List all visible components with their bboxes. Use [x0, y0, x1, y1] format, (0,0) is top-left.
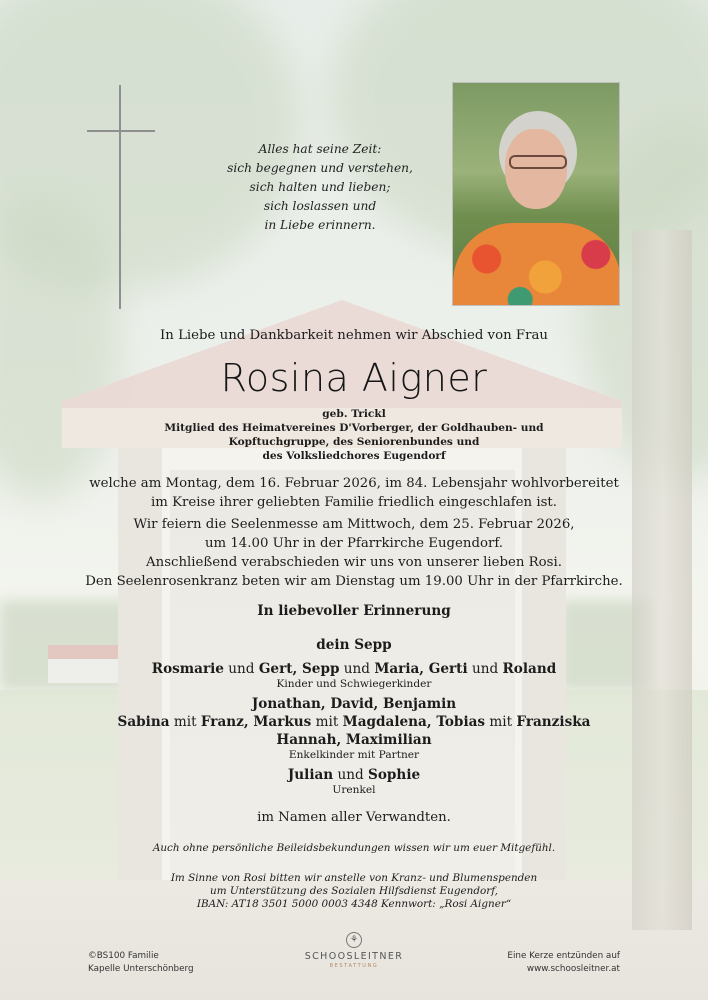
credit-line: ©BS100 Familie [88, 951, 159, 961]
paragraph-line: um 14.00 Uhr in der Pfarrkirche Eugendorf. [204, 536, 504, 551]
membership-line: Kopftuchgruppe, des Seniorenbundes und [228, 436, 480, 448]
paragraph-line: Wir feiern die Seelenmesse am Mittwoch, dem 25. Februar 2026, [133, 517, 575, 532]
poem [220, 140, 420, 235]
website-link[interactable]: www.schoosleitner.at [526, 963, 620, 974]
connector: und [467, 661, 503, 677]
grandchild-name: Magdalena, Tobias [342, 714, 486, 730]
grandchild-name: Franziska [516, 714, 591, 730]
connector: mit [169, 714, 201, 730]
child-name: Roland [502, 661, 557, 677]
grandchild-names: Hannah, Maximilian [276, 732, 432, 748]
grandchildren-block [0, 695, 708, 762]
children-label: Kinder und Schwiegerkinder [276, 678, 432, 690]
spouse-name: dein Sepp [316, 637, 392, 653]
funeral-home-logo [304, 932, 404, 969]
intro-text: In Liebe und Dankbarkeit nehmen wir Abschied von Frau [160, 328, 548, 343]
donation-line: um Unterstützung des Sozialen Hilfsdienst Eugendorf, [210, 885, 498, 897]
grandchildren-label: Enkelkinder mit Partner [288, 749, 420, 761]
poem-line: in Liebe erinnern. [264, 218, 376, 232]
grandchildren-names [0, 713, 708, 731]
paragraph-line: Anschließend verabschieden wir uns von unserer lieben Rosi. [146, 555, 562, 570]
great-grandchild-name: Sophie [368, 767, 421, 783]
memory-heading: In liebevoller Erinnerung [257, 603, 451, 619]
candle-text: Eine Kerze entzünden auf [507, 951, 620, 961]
credit-line: Kapelle Unterschönberg [88, 963, 194, 974]
condolence-note: Auch ohne persönliche Beileidsbekundungen wissen wir um euer Mitgefühl. [152, 842, 556, 854]
passing-paragraph [0, 474, 708, 512]
paragraph-line: welche am Montag, dem 16. Februar 2026, im 84. Lebensjahr wohlvorbereitet [89, 476, 619, 491]
child-name: Maria, Gerti [374, 661, 468, 677]
portrait-photo [452, 82, 620, 306]
closing-text: im Namen aller Verwandten. [257, 810, 451, 825]
donation-note [0, 872, 708, 911]
flower-icon: ⚘ [346, 932, 362, 948]
logo-name: SCHOOSLEITNER [304, 951, 404, 962]
photo-credit [88, 950, 194, 975]
mass-paragraph [0, 515, 708, 572]
great-grandchildren-block [0, 766, 708, 797]
membership-line: Mitglied des Heimatvereines D'Vorberger, der Goldhauben- und [164, 422, 544, 434]
connector: mit [485, 714, 517, 730]
donation-iban: IBAN: AT18 3501 5000 0003 4348 Kennwort: „Rosi Aigner“ [196, 898, 512, 910]
child-name: Gert, Sepp [258, 661, 340, 677]
grandchild-names: Jonathan, David, Benjamin [251, 696, 457, 712]
poem-line: sich begegnen und verstehen, [227, 161, 413, 175]
connector: und [223, 661, 259, 677]
rosary-paragraph: Den Seelenrosenkranz beten wir am Dienstag um 19.00 Uhr in der Pfarrkirche. [85, 574, 623, 589]
grandchild-name: Franz, Markus [200, 714, 312, 730]
logo-subtitle: BESTATTUNG [329, 963, 379, 969]
connector: mit [311, 714, 343, 730]
child-name: Rosmarie [151, 661, 224, 677]
membership-text [0, 407, 708, 463]
children-block [0, 660, 708, 691]
great-grandchild-name: Julian [287, 767, 334, 783]
connector: und [333, 767, 369, 783]
paragraph-line: im Kreise ihrer geliebten Familie friedlich eingeschlafen ist. [151, 495, 557, 510]
maiden-name: geb. Trickl [322, 408, 386, 420]
candle-link-block [507, 950, 620, 975]
deceased-name: Rosina Aigner [220, 356, 488, 400]
poem-line: sich loslassen und [263, 199, 377, 213]
poem-line: sich halten und lieben; [249, 180, 391, 194]
poem-line: Alles hat seine Zeit: [258, 142, 382, 156]
children-names [0, 660, 708, 678]
grandchild-name: Sabina [117, 714, 170, 730]
membership-line: des Volksliedchores Eugendorf [262, 450, 446, 462]
donation-line: Im Sinne von Rosi bitten wir anstelle von Kranz- und Blumenspenden [170, 872, 538, 884]
great-grandchildren-label: Urenkel [332, 784, 376, 796]
connector: und [339, 661, 375, 677]
